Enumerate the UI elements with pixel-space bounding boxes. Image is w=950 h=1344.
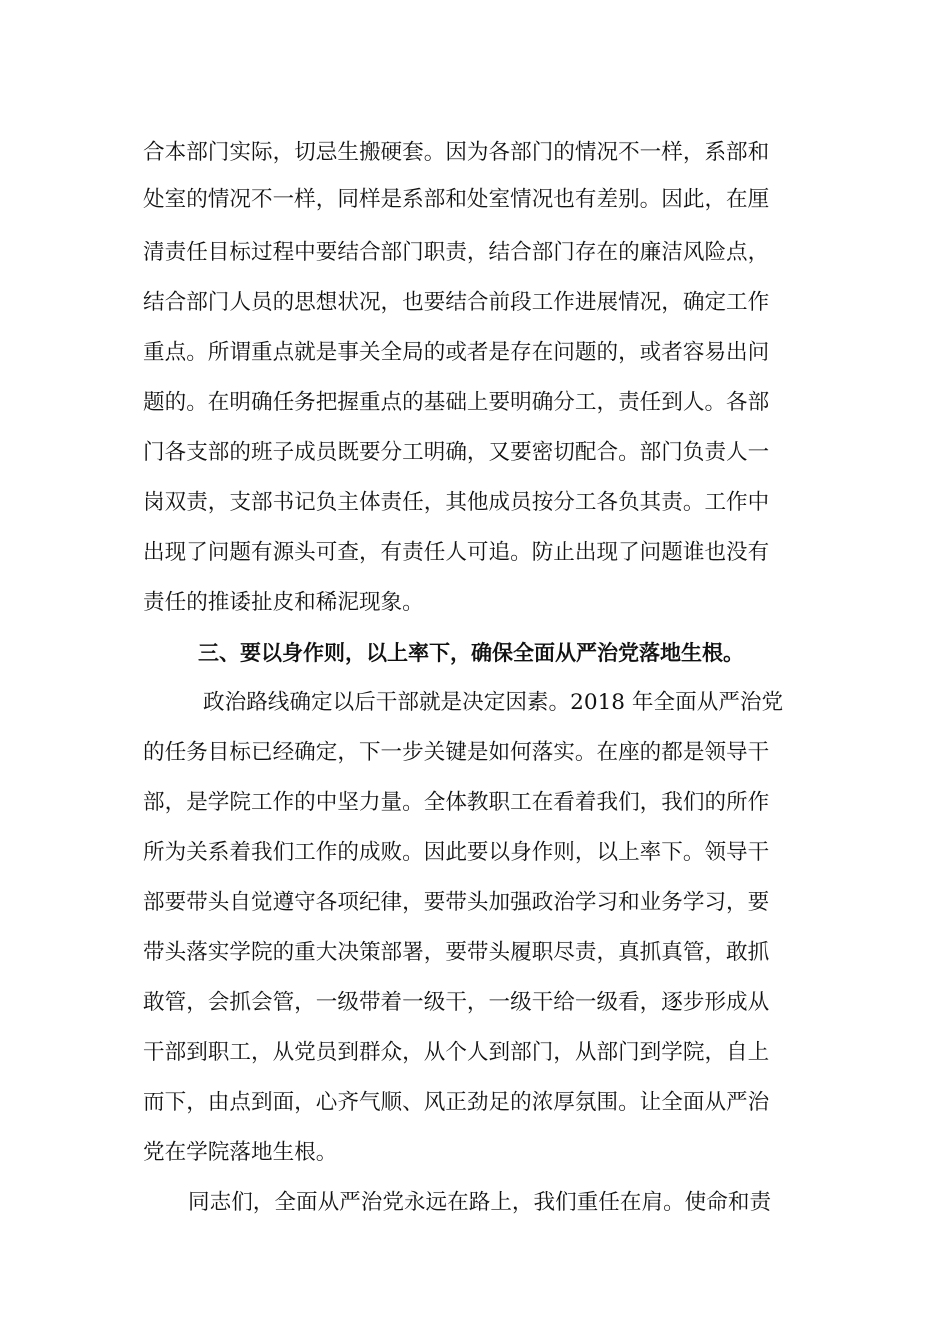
text-line: 部，是学院工作的中坚力量。全体教职工在看着我们，我们的所作 xyxy=(143,790,770,815)
text-line: 同志们，全面从严治党永远在路上，我们重任在肩。使命和责 xyxy=(188,1190,772,1215)
text-line: 合本部门实际，切忌生搬硬套。因为各部门的情况不一样，系部和 xyxy=(143,140,770,165)
text-line: 结合部门人员的思想状况，也要结合前段工作进展情况，确定工作 xyxy=(143,290,770,315)
text-line: 带头落实学院的重大决策部署，要带头履职尽责，真抓真管，敢抓 xyxy=(143,940,770,965)
section-heading: 三、要以身作则，以上率下，确保全面从严治党落地生根。 xyxy=(198,641,744,665)
text-line: 门各支部的班子成员既要分工明确，又要密切配合。部门负责人一 xyxy=(143,440,770,465)
text-line: 出现了问题有源头可查，有责任人可追。防止出现了问题谁也没有 xyxy=(143,540,770,565)
text-line: 题的。在明确任务把握重点的基础上要明确分工，责任到人。各部 xyxy=(143,390,770,415)
text-line: 而下，由点到面，心齐气顺、风正劲足的浓厚氛围。让全面从严治 xyxy=(143,1090,770,1115)
text-line: 岗双责，支部书记负主体责任，其他成员按分工各负其责。工作中 xyxy=(143,490,770,515)
text-line: 处室的情况不一样，同样是系部和处室情况也有差别。因此，在厘 xyxy=(143,187,770,212)
text-line: 责任的推诿扯皮和稀泥现象。 xyxy=(143,590,424,615)
text-line: 党在学院落地生根。 xyxy=(143,1140,338,1165)
text-line: 清责任目标过程中要结合部门职责，结合部门存在的廉洁风险点， xyxy=(143,240,770,265)
text-line: 敢管，会抓会管，一级带着一级干，一级干给一级看，逐步形成从 xyxy=(143,990,770,1015)
text-line: 部要带头自觉遵守各项纪律，要带头加强政治学习和业务学习，要 xyxy=(143,890,770,915)
text-line: 政治路线确定以后干部就是决定因素。2018 年全面从严治党 xyxy=(203,690,784,715)
text-line: 所为关系着我们工作的成败。因此要以身作则，以上率下。领导干 xyxy=(143,840,770,865)
text-line: 重点。所谓重点就是事关全局的或者是存在问题的，或者容易出问 xyxy=(143,340,770,365)
text-line: 的任务目标已经确定，下一步关键是如何落实。在座的都是领导干 xyxy=(143,740,770,765)
text-line: 干部到职工，从党员到群众，从个人到部门，从部门到学院，自上 xyxy=(143,1040,770,1065)
